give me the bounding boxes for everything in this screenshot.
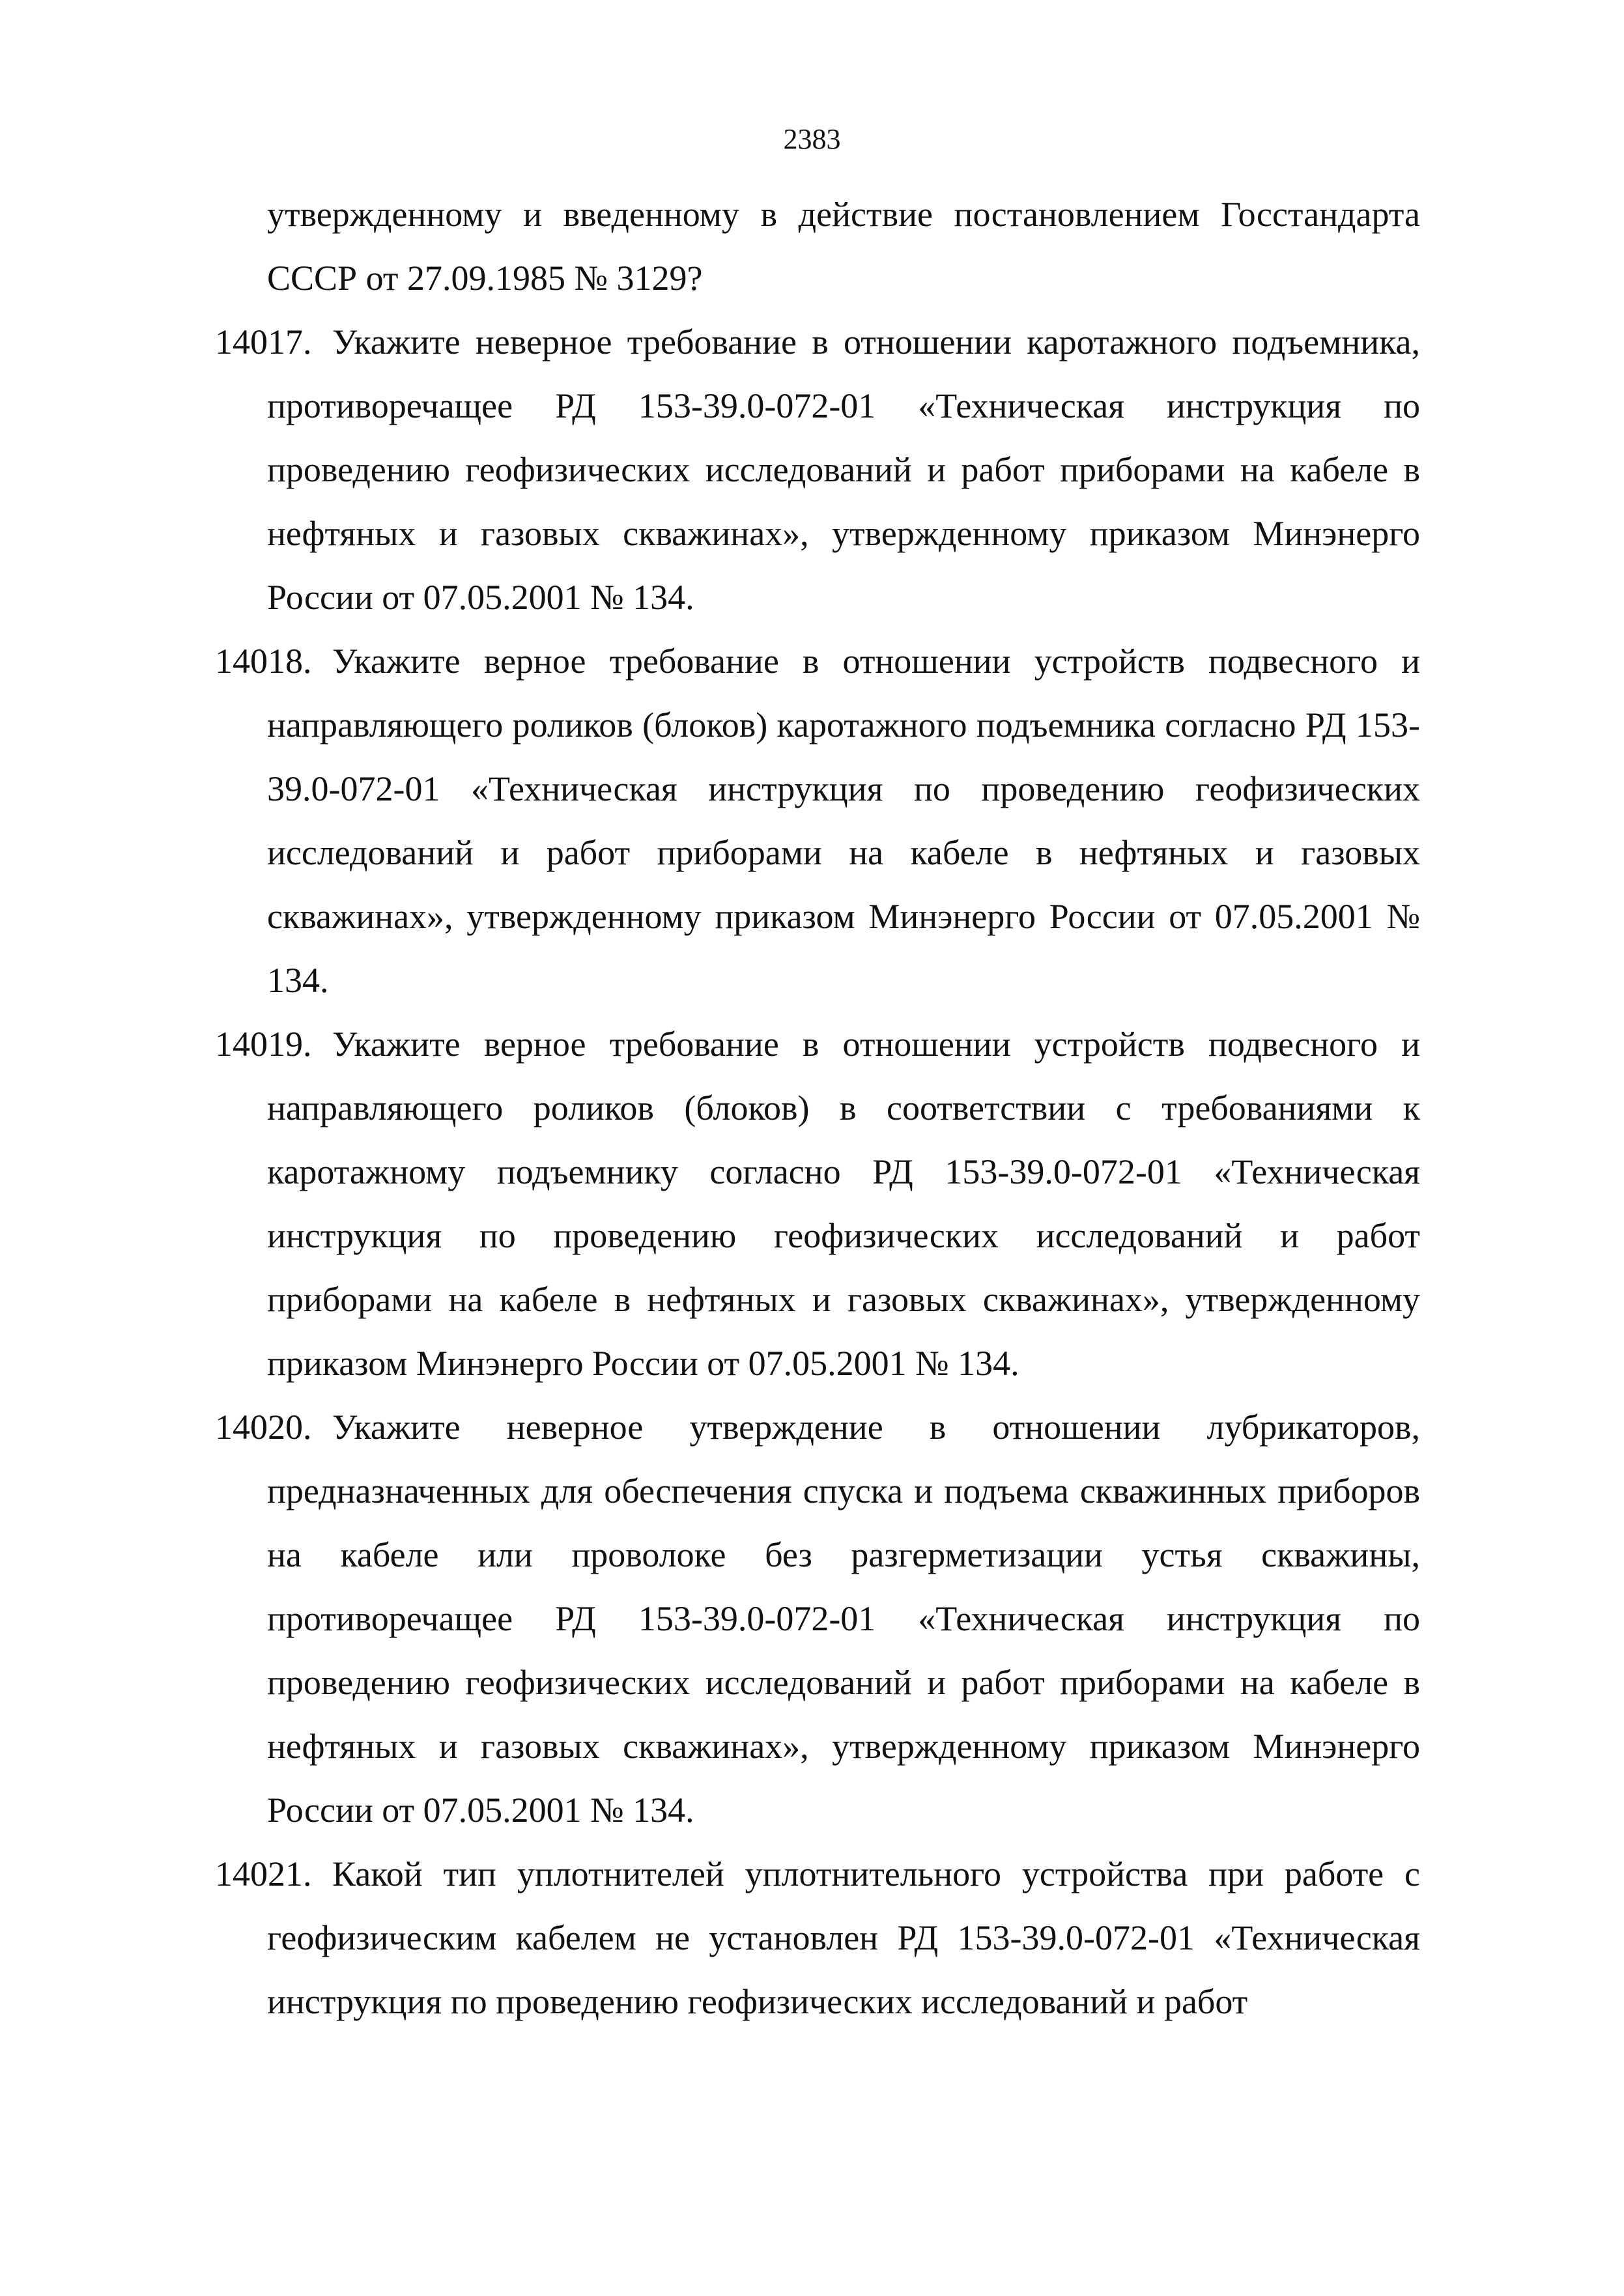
question-number: 14019. bbox=[215, 1025, 312, 1064]
question-item bbox=[215, 629, 1420, 1012]
question-text: Укажите верное требование в отношении устройств подвесного и направляющего роликов (блоков) в соответствии с требованиями к каротажному подъемнику согласно РД 153-39.0-072-01 «Техническая инструкция по проведению геофизических исследований и работ приборами на кабеле в нефтяных и газовых скважинах», утвержденному приказом Минэнерго России от 07.05.2001 № 134. bbox=[267, 1025, 1420, 1383]
question-item bbox=[215, 1395, 1420, 1842]
question-number: 14017. bbox=[215, 322, 312, 361]
page-number: 2383 bbox=[783, 123, 841, 155]
question-text: Укажите неверное утверждение в отношении лубрикаторов, предназначенных для обеспечения спуска и подъема скважинных приборов на кабеле или проволоке без разгерметизации устья скважины, противоречащее РД 153-39.0-072-01 «Техническая инструкция по проведению геофизических исследований и работ приборами на кабеле в нефтяных и газовых скважинах», утвержденному приказом Минэнерго России от 07.05.2001 № 134. bbox=[267, 1408, 1420, 1830]
continuation-paragraph bbox=[215, 182, 1420, 310]
question-number: 14021. bbox=[215, 1854, 312, 1893]
question-item bbox=[215, 310, 1420, 629]
page-content bbox=[215, 182, 1420, 2034]
question-number: 14018. bbox=[215, 642, 312, 681]
continuation-text: утвержденному и введенному в действие постановлением Госстандарта СССР от 27.09.1985 № 3129? bbox=[267, 195, 1420, 298]
question-text: Какой тип уплотнителей уплотнительного устройства при работе с геофизическим кабелем не установлен РД 153-39.0-072-01 «Техническая инструкция по проведению геофизических исследований и работ bbox=[267, 1854, 1420, 2021]
question-item bbox=[215, 1842, 1420, 2034]
question-number: 14020. bbox=[215, 1408, 312, 1447]
question-text: Укажите неверное требование в отношении каротажного подъемника, противоречащее РД 153-39.0-072-01 «Техническая инструкция по проведению геофизических исследований и работ приборами на кабеле в нефтяных и газовых скважинах», утвержденному приказом Минэнерго России от 07.05.2001 № 134. bbox=[267, 322, 1420, 617]
question-text: Укажите верное требование в отношении устройств подвесного и направляющего роликов (блоков) каротажного подъемника согласно РД 153-39.0-072-01 «Техническая инструкция по проведению геофизических исследований и работ приборами на кабеле в нефтяных и газовых скважинах», утвержденному приказом Минэнерго России от 07.05.2001 № 134. bbox=[267, 642, 1420, 1000]
question-item bbox=[215, 1012, 1420, 1395]
